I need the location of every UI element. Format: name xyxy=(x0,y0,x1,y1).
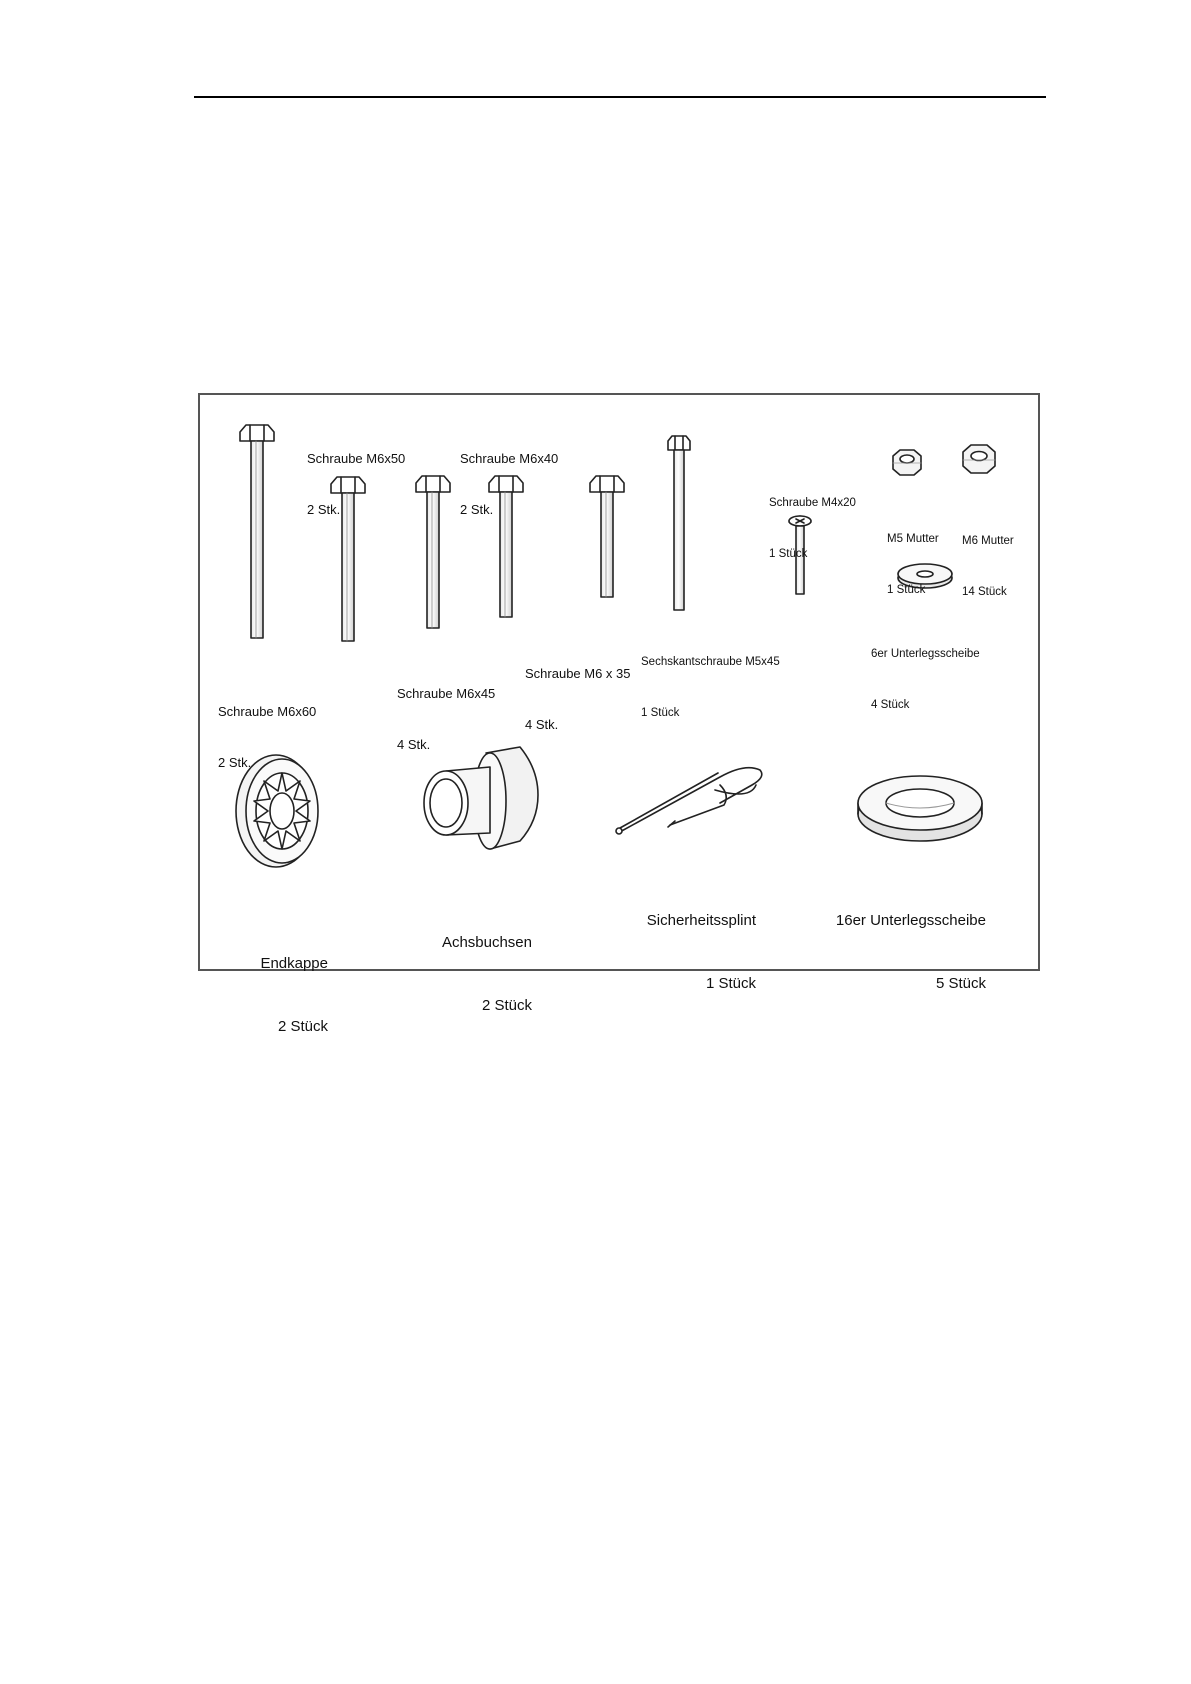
part-qty: 4 Stk. xyxy=(525,717,559,732)
part-qty: 4 Stück xyxy=(871,699,910,711)
part-name: M6 Mutter xyxy=(962,535,1014,547)
nut-m5-icon xyxy=(893,450,921,475)
part-name: Schraube M6 x 35 xyxy=(525,666,631,681)
label-endkappe xyxy=(240,911,328,1079)
part-name: M5 Mutter xyxy=(887,533,939,545)
part-qty: 2 Stk. xyxy=(460,502,494,517)
label-sechskantschraube-m5x45 xyxy=(641,620,780,756)
part-name: Sicherheitssplint xyxy=(646,912,756,929)
part-name: 6er Unterlegsscheibe xyxy=(871,648,980,660)
washer-16-icon xyxy=(858,776,982,841)
label-schraube-m6x50 xyxy=(307,416,405,552)
bolt-m6x60-icon xyxy=(240,425,274,638)
part-name: Schraube M6x40 xyxy=(460,451,559,466)
label-sicherheitssplint xyxy=(626,868,756,1036)
part-name: Sechskantschraube M5x45 xyxy=(641,656,780,668)
label-16er-unterlegsscheibe xyxy=(820,868,986,1036)
part-qty: 1 Stück xyxy=(705,975,756,992)
part-name: Endkappe xyxy=(260,955,328,972)
bolt-m6x35-icon xyxy=(590,476,624,597)
part-qty: 2 Stück xyxy=(481,997,532,1014)
label-schraube-m6x60 xyxy=(218,669,316,805)
header-rule xyxy=(194,96,1046,98)
part-qty: 1 Stück xyxy=(641,707,680,719)
label-schraube-m6x40 xyxy=(460,416,558,552)
nut-m6-icon xyxy=(963,445,995,473)
part-name: 16er Unterlegsscheibe xyxy=(835,912,986,929)
label-schraube-m4x20 xyxy=(769,461,856,597)
part-name: Schraube M6x50 xyxy=(307,451,406,466)
bolt-m5x45-icon xyxy=(668,436,690,610)
label-schraube-m6x35 xyxy=(525,631,631,767)
part-qty: 2 Stk. xyxy=(307,502,341,517)
cotter-pin-icon xyxy=(616,768,762,834)
label-achsbuchsen xyxy=(426,890,532,1058)
part-name: Schraube M6x45 xyxy=(397,686,496,701)
label-schraube-m6x45 xyxy=(397,651,495,787)
part-qty: 2 Stk. xyxy=(218,755,252,770)
part-qty: 2 Stück xyxy=(277,1018,328,1035)
part-qty: 1 Stück xyxy=(887,584,926,596)
part-qty: 14 Stück xyxy=(962,586,1007,598)
part-qty: 4 Stk. xyxy=(397,737,431,752)
part-qty: 1 Stück xyxy=(769,548,808,560)
part-name: Schraube M6x60 xyxy=(218,704,317,719)
part-name: Achsbuchsen xyxy=(441,934,532,951)
bolt-m6x45-icon xyxy=(416,476,450,628)
label-6er-unterlegsscheibe xyxy=(871,612,980,748)
part-name: Schraube M4x20 xyxy=(769,497,856,509)
parts-figure xyxy=(198,393,1040,1035)
part-qty: 5 Stück xyxy=(935,975,986,992)
